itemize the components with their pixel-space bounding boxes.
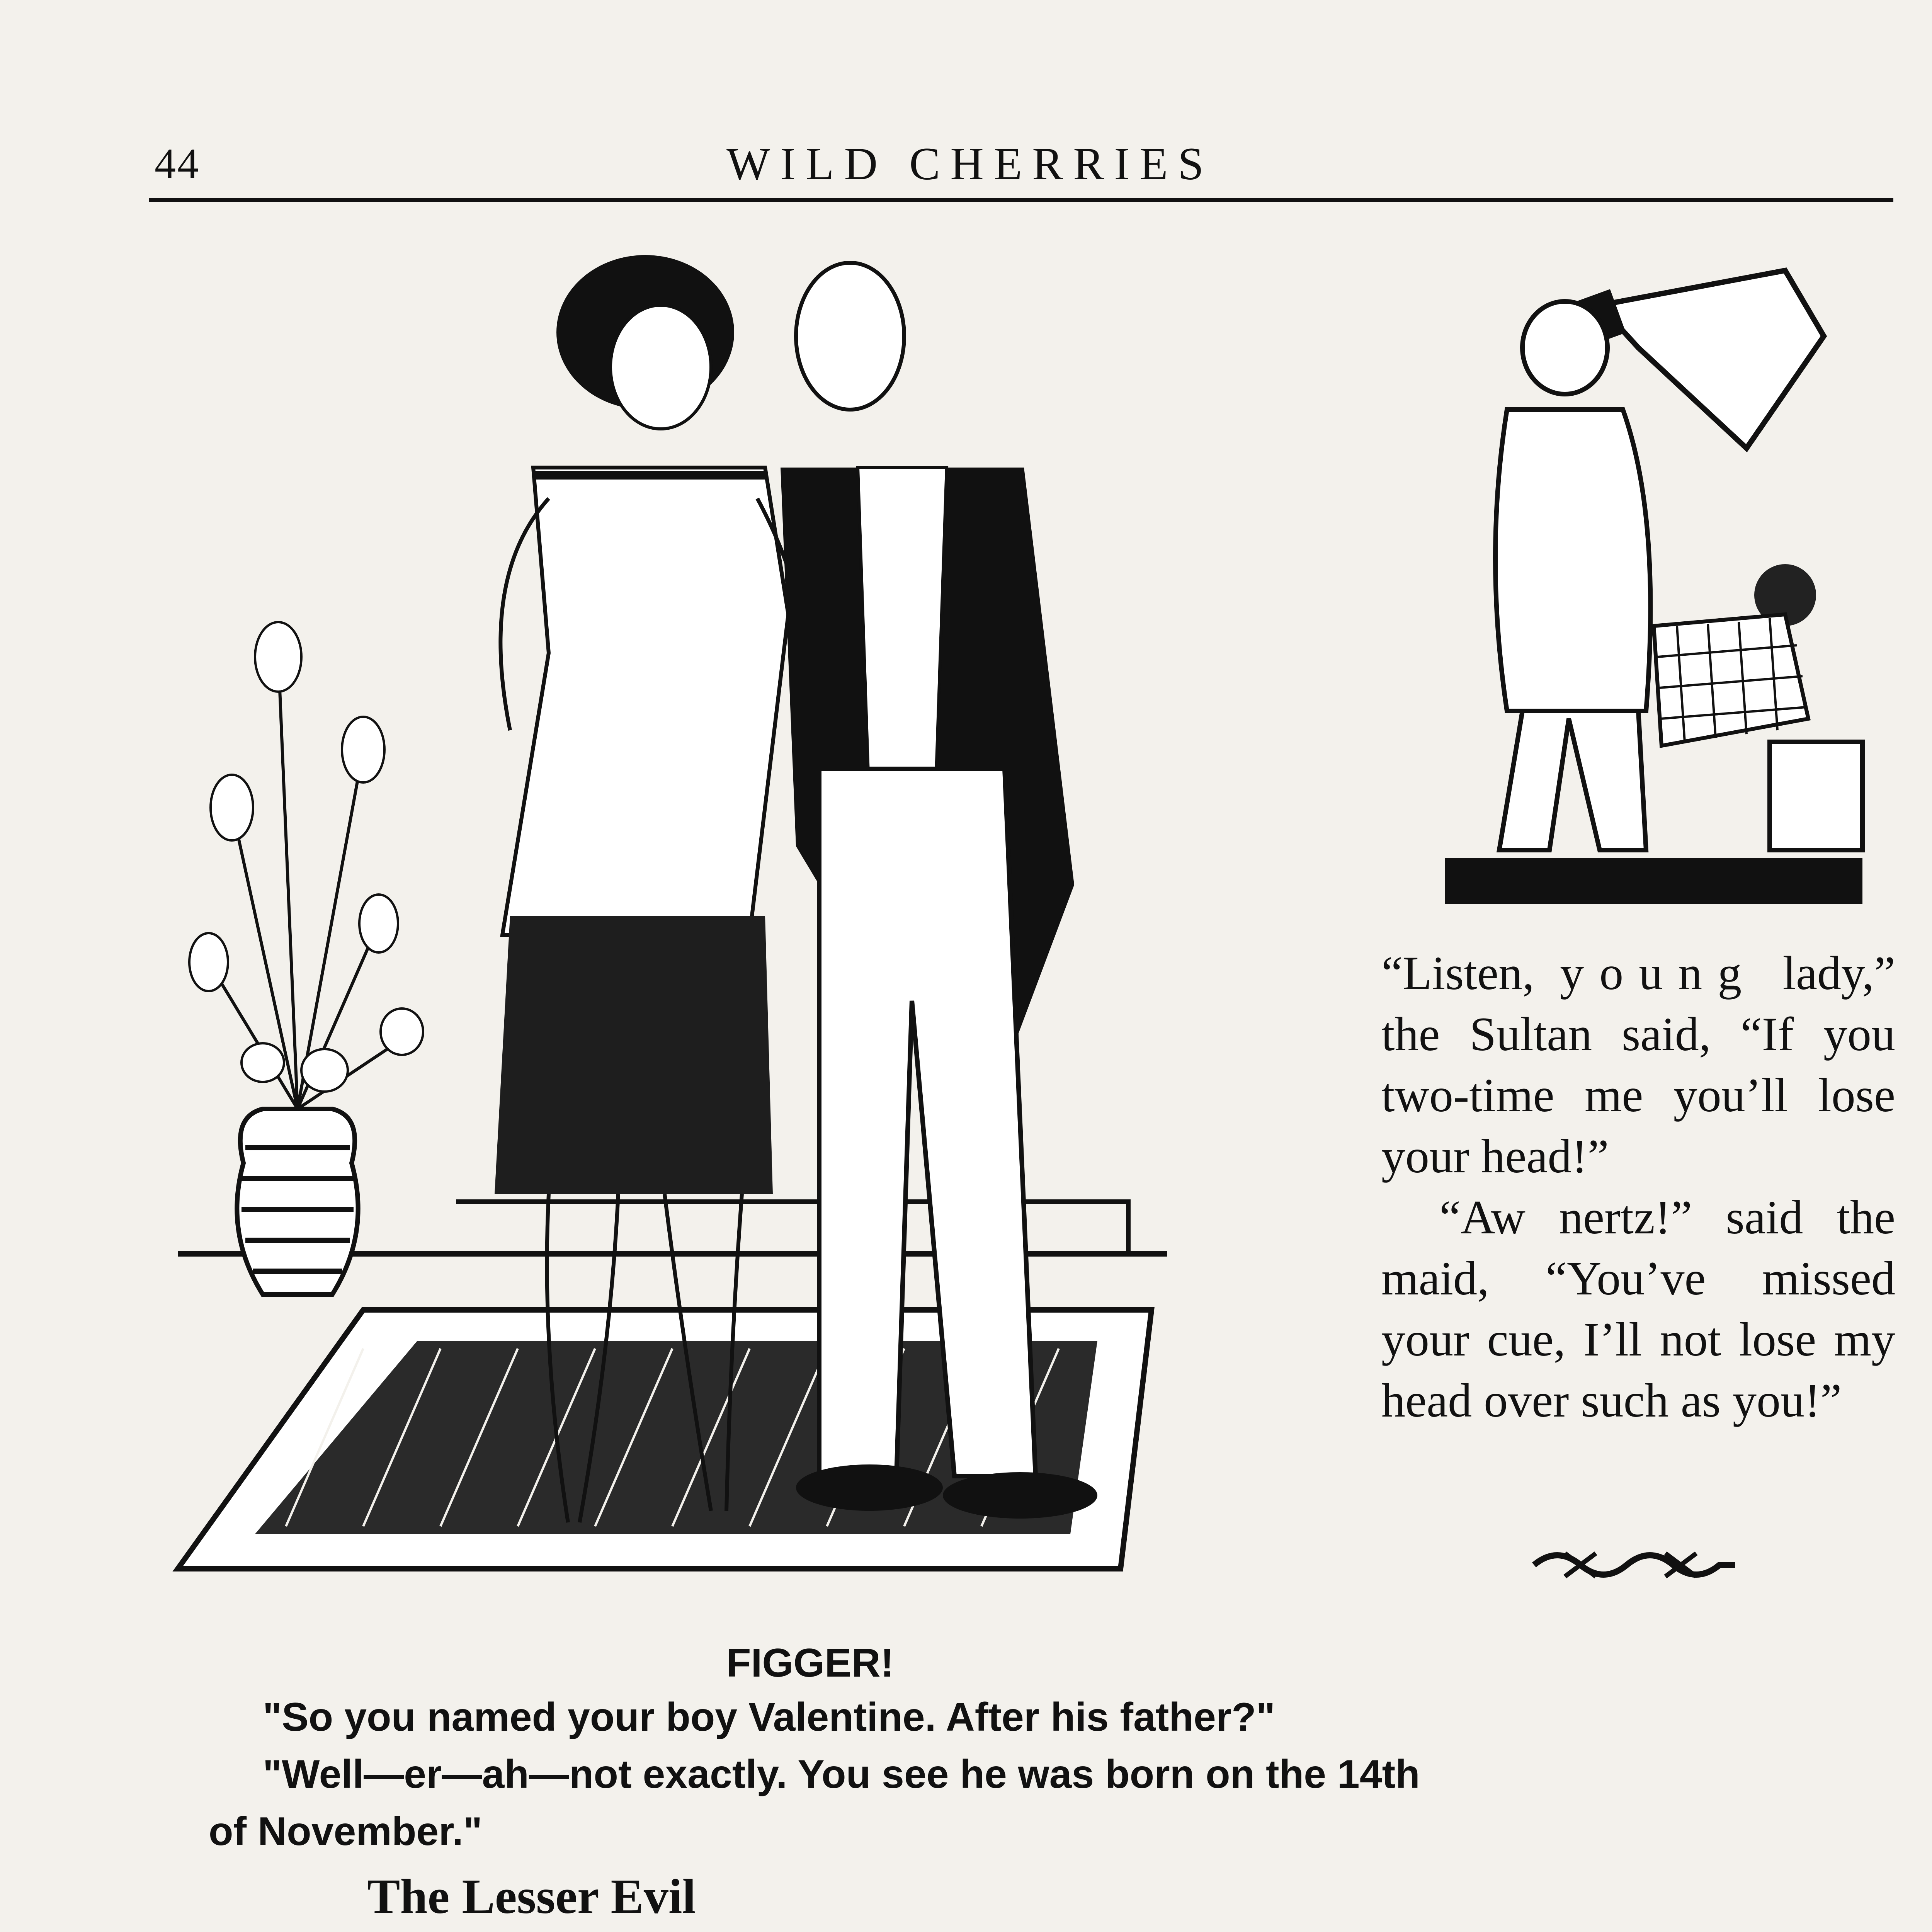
sultan-limerick — [1381, 943, 1895, 1431]
running-title: WILD CHERRIES — [726, 138, 1214, 189]
limerick-stanza-2: “Aw nertz!” said the maid, “You’ve missed your cue, I’ll not lose my head over such as you!” — [1381, 1191, 1895, 1427]
couple-illustration — [162, 228, 1182, 1619]
figger-joke — [209, 1689, 1453, 1860]
limerick-line-1-rest: lady,” the Sultan said, “If you two-time me you’ll lose your head!” — [1381, 947, 1895, 1183]
sultan-illustration — [1437, 247, 1870, 912]
limerick-spaced-word: young — [1560, 947, 1757, 1000]
limerick-stanza-1 — [1381, 943, 1895, 1187]
page-number: 44 — [155, 140, 200, 187]
figger-line-2: "Well—er—ah—not exactly. You see he was born on the 14th of November." — [209, 1752, 1420, 1854]
lesser-evil-title: The Lesser Evil — [367, 1869, 696, 1924]
decorative-ornament — [1526, 1542, 1743, 1588]
figger-line-1: "So you named your boy Valentine. After his father?" — [263, 1695, 1276, 1740]
limerick-opening-word: “Listen, — [1381, 947, 1534, 1000]
header-rule — [149, 198, 1893, 202]
figger-title: FIGGER! — [726, 1641, 894, 1685]
